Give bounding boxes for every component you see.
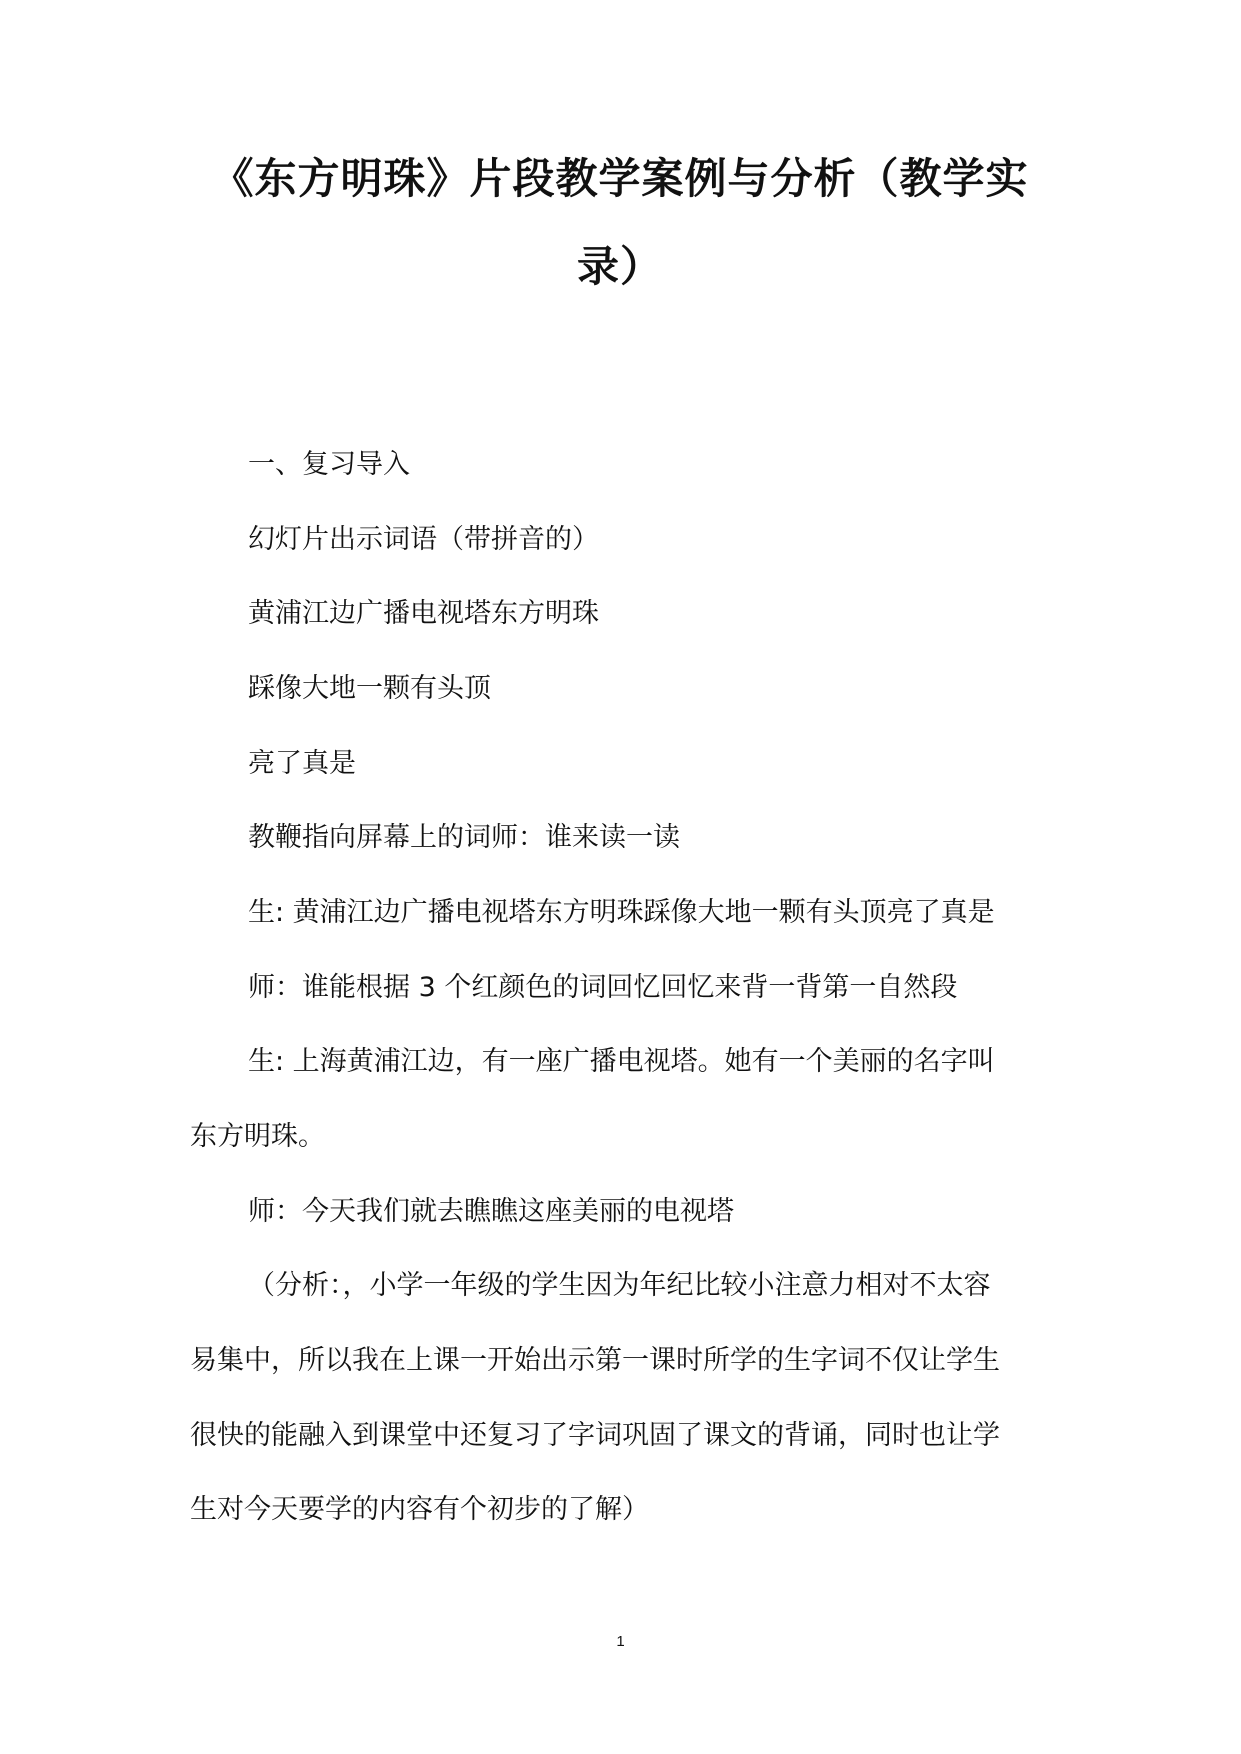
analysis-line: 易集中，所以我在上课一开始出示第一课时所学的生字词不仅让学生 [190, 1345, 1000, 1376]
paragraph-line: 生: 黄浦江边广播电视塔东方明珠踩像大地一颗有头顶亮了真是 [248, 897, 995, 928]
paragraph-line: 教鞭指向屏幕上的词师：谁来读一读 [248, 822, 680, 853]
paragraph-line: 亮了真是 [248, 748, 356, 779]
paragraph-line: 黄浦江边广播电视塔东方明珠 [248, 598, 599, 629]
paragraph-line: 师：今天我们就去瞧瞧这座美丽的电视塔 [248, 1196, 734, 1227]
paragraph-line: 师：谁能根据 3 个红颜色的词回忆回忆来背一背第一自然段 [248, 972, 958, 1003]
section-heading: 一、复习导入 [248, 449, 410, 480]
analysis-line: 很快的能融入到课堂中还复习了字词巩固了课文的背诵，同时也让学 [190, 1420, 1000, 1451]
document-title-line-2: 录） [576, 242, 663, 291]
document-title-line-1: 《东方明珠》片段教学案例与分析（教学实 [211, 154, 1029, 203]
analysis-line: 生对今天要学的内容有个初步的了解） [190, 1494, 649, 1525]
paragraph-line: 东方明珠。 [190, 1121, 325, 1152]
paragraph-line: 生: 上海黄浦江边，有一座广播电视塔。她有一个美丽的名字叫 [248, 1046, 995, 1077]
paragraph-line: 幻灯片出示词语（带拼音的） [248, 524, 599, 555]
page-number: 1 [616, 1633, 625, 1650]
paragraph-line: 踩像大地一颗有头顶 [248, 673, 491, 704]
analysis-line: （分析：，小学一年级的学生因为年纪比较小注意力相对不太容 [248, 1270, 991, 1301]
